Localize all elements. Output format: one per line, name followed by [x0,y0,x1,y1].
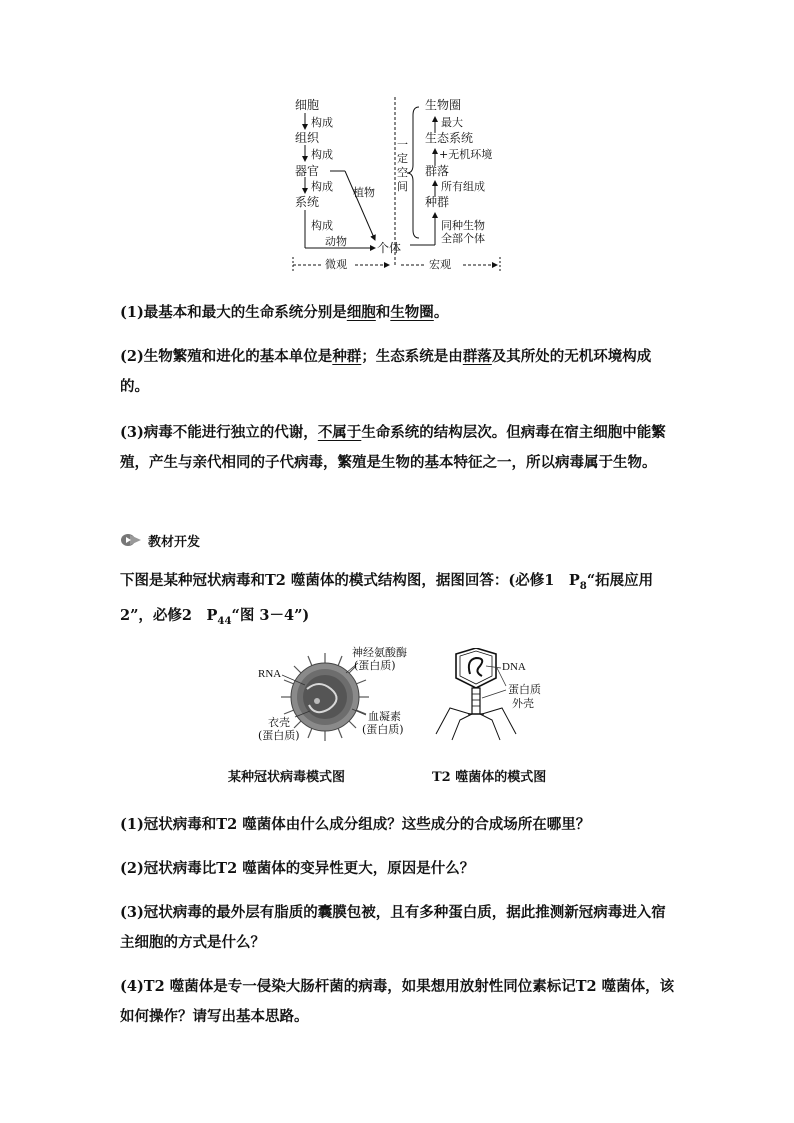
label-hemagglutinin-2: (蛋白质) [362,723,404,736]
label-enzyme-1: 神经氨酸酶 [352,646,407,659]
p1-end: 。 [433,304,449,321]
section-tag [120,530,200,550]
label-tissue: 组织 [295,131,320,145]
label-space-2: 定 [397,152,408,165]
label-animal: 动物 [325,235,347,248]
label-protein-2: 外壳 [512,697,534,710]
label-space-3: 空 [397,166,408,179]
label-ecosystem: 生态系统 [425,131,474,145]
p3-prefix: (3)病毒不能进行独立的代谢， [120,424,318,441]
label-space-4: 间 [397,180,408,193]
label-system: 系统 [295,195,320,209]
label-hemagglutinin-1: 血凝素 [368,710,401,723]
label-compose-2: 构成 [311,148,333,161]
intro-text-a: 下图是某种冠状病毒和T2 噬菌体的模式结构图，据图回答：(必修1 P [120,572,580,589]
question-4: (4)T2 噬菌体是专一侵染大肠杆菌的病毒，如果想用放射性同位素标记T2 噬菌体，该如何操作？请写出基本思路。 [120,978,675,1025]
intro-sub-a: 8 [579,579,587,592]
p2-mid: ；生态系统是由 [361,348,463,365]
p1-underline-1: 细胞 [346,304,376,321]
label-same-species-1: 同种生物 [441,219,485,232]
play-badge-icon [120,533,142,547]
label-compose-1: 构成 [311,116,333,129]
label-largest: 最大 [441,116,463,129]
p1-underline-2: 生物圈 [390,304,434,321]
p2-end: 及其所处的无机环境构成的。 [120,348,652,395]
label-individual: 个体 [377,241,402,255]
p2-underline-2: 群落 [462,348,492,365]
p3-underline-1: 不属于 [317,424,362,441]
paragraph-2 [120,342,680,402]
caption-coronavirus: 某种冠状病毒模式图 [228,770,346,785]
coronavirus-figure [250,645,415,745]
question-1: (1)冠状病毒和T2 噬菌体由什么成分组成？这些成分的合成场所在哪里？ [120,816,591,833]
question-2: (2)冠状病毒比T2 噬菌体的变异性更大，原因是什么？ [120,860,475,877]
label-dna: DNA [502,661,526,673]
label-community: 群落 [425,164,450,178]
label-plus-env: +无机环境 [439,148,493,161]
intro-paragraph [120,566,680,636]
label-compose-4: 构成 [311,219,333,232]
label-enzyme-2: (蛋白质) [354,659,396,672]
phage-figure [428,648,558,748]
label-population: 种群 [425,195,450,209]
label-all-groups: 所有组成 [441,180,485,193]
label-coat-2: (蛋白质) [258,729,300,742]
p3-end: 生命系统的结构层次。但病毒在宿主细胞中能繁殖，产生与亲代相同的子代病毒，繁殖是生物的基本特征之一，所以病毒属于生物。 [120,424,666,471]
label-same-species-2: 全部个体 [441,232,485,245]
paragraph-1 [120,298,680,328]
caption-phage: T2 噬菌体的模式图 [432,770,547,785]
label-micro: 微观 [325,258,347,271]
label-organ: 器官 [295,164,320,178]
question-3: (3)冠状病毒的最外层有脂质的囊膜包被，且有多种蛋白质，据此推测新冠病毒进入宿主细胞的方式是什么？ [120,904,666,951]
label-cell: 细胞 [295,98,320,112]
label-plant: 植物 [353,186,375,199]
section-tag-label: 教材开发 [148,534,201,550]
intro-sub-b: 44 [217,614,232,627]
label-coat-1: 衣壳 [268,716,290,729]
phage-illustration [428,648,558,748]
intro-text-c: “图 3－4”) [231,606,310,624]
paragraph-3 [120,418,680,478]
p1-mid: 和 [375,304,391,321]
intro-text-b: “拓展应用 2”，必修2 P [120,572,654,624]
label-compose-3: 构成 [311,180,333,193]
p2-underline-1: 种群 [332,348,362,365]
hierarchy-diagram [285,95,505,275]
label-macro: 宏观 [429,258,451,271]
label-rna: RNA [258,668,282,680]
label-space-1: 一 [397,138,408,151]
label-biosphere: 生物圈 [425,98,462,112]
p2-prefix: (2)生物繁殖和进化的基本单位是 [120,348,333,365]
label-protein-1: 蛋白质 [508,683,541,696]
p1-prefix: (1)最基本和最大的生命系统分别是 [120,304,347,321]
